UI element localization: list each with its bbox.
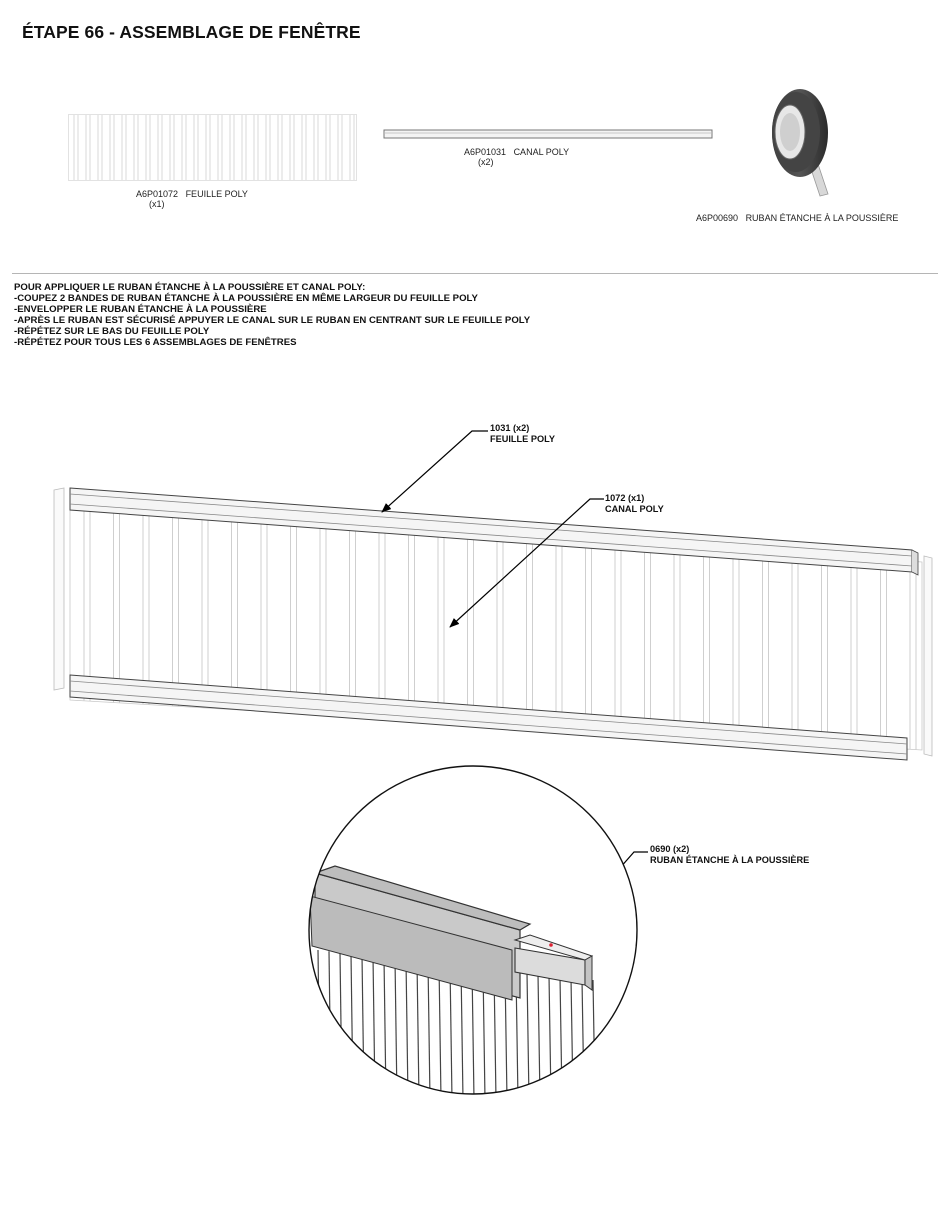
instruction-heading: POUR APPLIQUER LE RUBAN ÉTANCHE À LA POUSSIÈRE ET CANAL POLY: [14, 282, 366, 293]
part-name: CANAL POLY [513, 147, 570, 157]
callout-feuille-poly [490, 423, 555, 444]
part-qty-poly-channel: (x2) [478, 157, 494, 167]
instruction-line: -RÉPÉTEZ POUR TOUS LES 6 ASSEMBLAGES DE FENÊTRES [14, 337, 297, 348]
part-code: A6P01031 [464, 147, 507, 157]
callout-name: RUBAN ÉTANCHE À LA POUSSIÈRE [650, 854, 810, 865]
callout-ruban [650, 844, 809, 865]
callout-canal-poly [605, 493, 664, 514]
detail-magnifier [300, 760, 650, 1120]
part-name: RUBAN ÉTANCHE À LA POUSSIÈRE [745, 213, 899, 223]
leader-arrow-feuille [382, 431, 488, 512]
part-name: FEUILLE POLY [185, 189, 248, 199]
callout-name: CANAL POLY [605, 503, 664, 514]
instruction-line: -ENVELOPPER LE RUBAN ÉTANCHE À LA POUSSIÈRE [14, 304, 267, 315]
part-qty-poly-sheet: (x1) [149, 199, 165, 209]
page-title: ÉTAPE 66 - ASSEMBLAGE DE FENÊTRE [22, 22, 361, 42]
callout-name: FEUILLE POLY [490, 433, 556, 444]
instruction-line: -COUPEZ 2 BANDES DE RUBAN ÉTANCHE À LA POUSSIÈRE EN MÊME LARGEUR DU FEUILLE POLY [14, 293, 478, 304]
instruction-line: -APRÈS LE RUBAN EST SÉCURISÉ APPUYER LE CANAL SUR LE RUBAN EN CENTRANT SUR LE FEUILLE POLY [14, 315, 531, 326]
callout-qty: 1031 (x2) [490, 423, 530, 433]
callout-qty: 1072 (x1) [605, 493, 645, 503]
callout-qty: 0690 (x2) [650, 844, 690, 854]
part-code: A6P00690 [696, 213, 739, 223]
part-code: A6P01072 [136, 189, 179, 199]
instruction-line: -RÉPÉTEZ SUR LE BAS DU FEUILLE POLY [14, 326, 210, 337]
